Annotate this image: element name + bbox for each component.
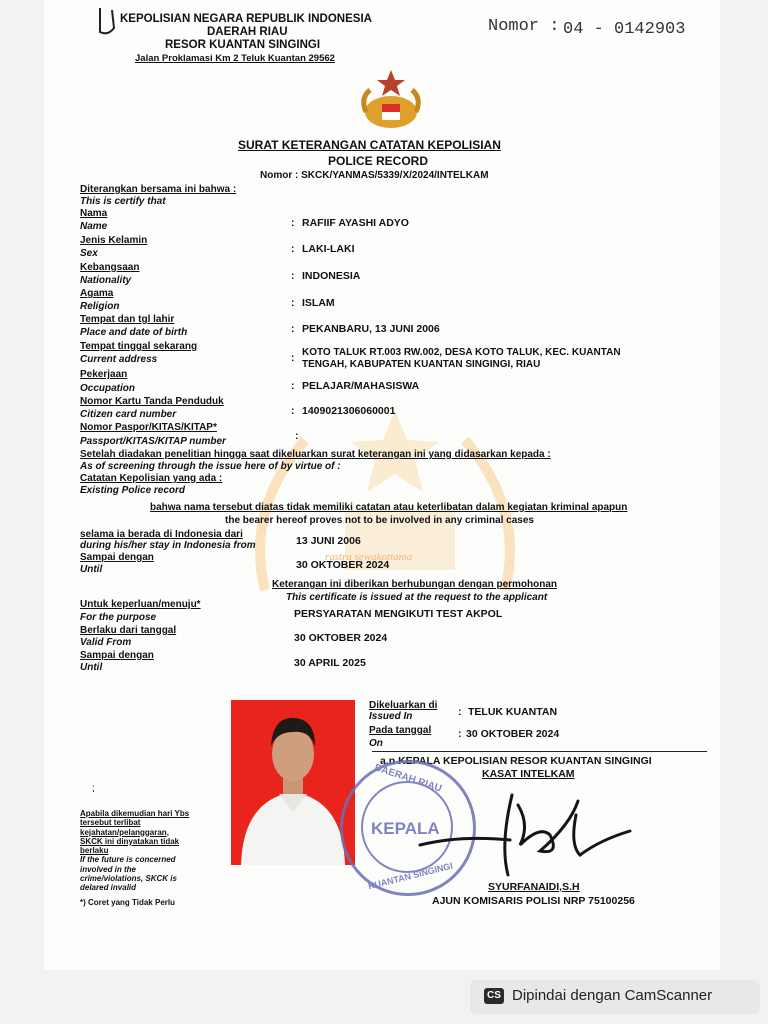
until2-value: 30 APRIL 2025 xyxy=(294,657,366,669)
field-colon: : xyxy=(291,297,295,309)
field-value: ISLAM xyxy=(302,297,335,309)
camscanner-text: Dipindai dengan CamScanner xyxy=(512,987,713,1004)
valid-from-value: 30 OKTOBER 2024 xyxy=(294,632,388,644)
signatory-line1: a.n KEPALA KEPOLISIAN RESOR KUANTAN SINGINGI xyxy=(380,755,652,767)
field-colon: : xyxy=(291,323,295,335)
seal-bottom-text: KUANTAN SINGINGI xyxy=(367,860,454,892)
field-label-id: Pekerjaan xyxy=(80,369,128,380)
document-number: Nomor : SKCK/YANMAS/5339/X/2024/INTELKAM xyxy=(260,170,489,181)
semicolon-mark: ; xyxy=(92,783,95,794)
field-label-en: Place and date of birth xyxy=(80,327,188,338)
camscanner-icon: CS xyxy=(484,988,504,1004)
until1-value: 30 OKTOBER 2024 xyxy=(296,559,390,571)
signatory-name: SYURFANAIDI,S.H xyxy=(488,881,580,893)
note-line: involved in the xyxy=(80,864,137,874)
field-value: LAKI-LAKI xyxy=(302,243,355,255)
field-label-id: Kebangsaan xyxy=(80,262,140,273)
document-title: SURAT KETERANGAN CATATAN KEPOLISIAN xyxy=(238,138,501,152)
field-colon: : xyxy=(291,217,295,229)
field-label-en: Current address xyxy=(80,354,158,365)
purpose-id: Untuk keperluan/menuju* xyxy=(80,599,201,610)
header-line3: RESOR KUANTAN SINGINGI xyxy=(165,39,321,51)
issued-en: Issued In xyxy=(369,711,413,722)
until1-en: Until xyxy=(80,564,103,575)
note-line: Apabila dikemudian hari Ybs xyxy=(80,809,190,818)
until2-en: Until xyxy=(80,662,103,673)
note-line: crime/violations, SKCK is xyxy=(80,874,177,884)
record-en: Existing Police record xyxy=(80,485,186,496)
field-colon: : xyxy=(291,270,295,282)
field-label-en: Sex xyxy=(80,248,98,259)
nomor-stamp-value: 04 - 0142903 xyxy=(563,20,686,39)
field-label-id: Nomor Kartu Tanda Penduduk xyxy=(80,396,224,407)
note-line: If the future is concerned xyxy=(80,855,176,865)
until1-id: Sampai dengan xyxy=(80,552,154,563)
field-value: PEKANBARU, 13 JUNI 2006 xyxy=(302,323,440,335)
screening-en: As of screening through the issue here of by virtue of : xyxy=(80,461,341,472)
stay-value: 13 JUNI 2006 xyxy=(296,535,361,547)
purpose-value: PERSYARATAN MENGIKUTI TEST AKPOL xyxy=(294,608,503,620)
field-colon: : xyxy=(291,380,295,392)
intro-en: This is certify that xyxy=(80,196,166,207)
record-id: Catatan Kepolisian yang ada : xyxy=(80,473,223,484)
police-emblem-icon xyxy=(352,68,430,130)
field-value: 1409021306060001 xyxy=(302,405,396,417)
note-line: kejahatan/pelanggaran, xyxy=(80,827,169,837)
field-label-en: Name xyxy=(80,221,108,232)
header-address: Jalan Proklamasi Km 2 Teluk Kuantan 29562 xyxy=(135,53,335,64)
note-line: SKCK ini dinyatakan tidak xyxy=(80,836,180,846)
stay-id: selama ia berada di Indonesia dari xyxy=(80,529,243,540)
no-record-id: bahwa nama tersebut diatas tidak memiliki catatan atau keterlibatan dalam kegiatan kriminal apapun xyxy=(150,502,628,513)
purpose-en: For the purpose xyxy=(80,612,157,623)
screening-id: Setelah diadakan penelitian hingga saat dikeluarkan surat keterangan ini yang didasarkan kepada : xyxy=(80,449,551,460)
note-line: tersebut terlibat xyxy=(80,818,141,828)
issued-id: Dikeluarkan di xyxy=(369,700,438,711)
field-colon: : xyxy=(291,243,295,255)
field-colon: : xyxy=(291,352,295,364)
no-record-en: the bearer hereof proves not to be involved in any criminal cases xyxy=(225,515,534,526)
header-line1: KEPOLISIAN NEGARA REPUBLIK INDONESIA xyxy=(120,13,372,25)
field-label-id: Jenis Kelamin xyxy=(80,235,148,246)
field-colon: : xyxy=(291,405,295,417)
field-label-id: Agama xyxy=(80,288,114,299)
issued-divider xyxy=(372,751,707,752)
watermark-motto: rastra sewakottama xyxy=(325,551,413,563)
stay-en: during his/her stay in Indonesia from xyxy=(80,540,256,551)
field-label-en: Occupation xyxy=(80,383,136,394)
field-value: PELAJAR/MAHASISWA xyxy=(302,380,420,392)
police-mark-icon xyxy=(96,6,118,36)
applicant-photo xyxy=(231,700,355,865)
note-line: berlaku xyxy=(80,846,109,856)
issued-on-value: 30 OKTOBER 2024 xyxy=(466,728,560,740)
seal-center-text: KEPALA xyxy=(371,819,440,838)
field-label-en: Nationality xyxy=(80,275,132,286)
signatory-rank: AJUN KOMISARIS POLISI NRP 75100256 xyxy=(432,895,635,907)
field-label-en: Religion xyxy=(80,301,120,312)
issued-colon: : xyxy=(458,706,462,718)
field-label-id: Tempat dan tgl lahir xyxy=(80,314,175,325)
until2-id: Sampai dengan xyxy=(80,650,154,661)
field-label-id: Nomor Paspor/KITAS/KITAP* xyxy=(80,422,217,433)
note-line: delared invalid xyxy=(80,883,137,893)
request-en: This certificate is issued at the request to the applicant xyxy=(286,592,548,603)
seal-top-text: DAERAH RIAU xyxy=(373,762,443,795)
field-value: INDONESIA xyxy=(302,270,361,282)
field-value: RAFIIF AYASHI ADYO xyxy=(302,217,409,229)
request-id: Keterangan ini diberikan berhubungan dengan permohonan xyxy=(272,579,558,590)
issued-value: TELUK KUANTAN xyxy=(468,706,558,718)
valid-from-id: Berlaku dari tanggal xyxy=(80,625,177,636)
valid-from-en: Valid From xyxy=(80,637,132,648)
issued-on-colon: : xyxy=(458,728,462,740)
invalidity-note xyxy=(80,809,189,893)
field-label-en: Passport/KITAS/KITAP number xyxy=(80,436,226,447)
signatory-line2: KASAT INTELKAM xyxy=(482,768,575,780)
document-subtitle: POLICE RECORD xyxy=(328,154,429,168)
field-value: KOTO TALUK RT.003 RW.002, DESA KOTO TALUK, KEC. KUANTAN xyxy=(302,347,621,358)
signature-icon xyxy=(400,785,640,885)
field-label-en: Citizen card number xyxy=(80,409,177,420)
nomor-stamp-label: Nomor : xyxy=(488,17,560,36)
intro-id: Diterangkan bersama ini bahwa : xyxy=(80,184,237,195)
field-label-id: Tempat tinggal sekarang xyxy=(80,341,198,352)
field-label-id: Nama xyxy=(80,208,108,219)
footnote: *) Coret yang Tidak Perlu xyxy=(80,898,175,907)
field-colon: : xyxy=(295,430,299,442)
field-value-line2: TENGAH, KABUPATEN KUANTAN SINGINGI, RIAU xyxy=(302,359,541,370)
issued-on-id: Pada tanggal xyxy=(369,725,432,736)
issued-on-en: On xyxy=(369,738,383,749)
header-line2: DAERAH RIAU xyxy=(207,26,288,38)
